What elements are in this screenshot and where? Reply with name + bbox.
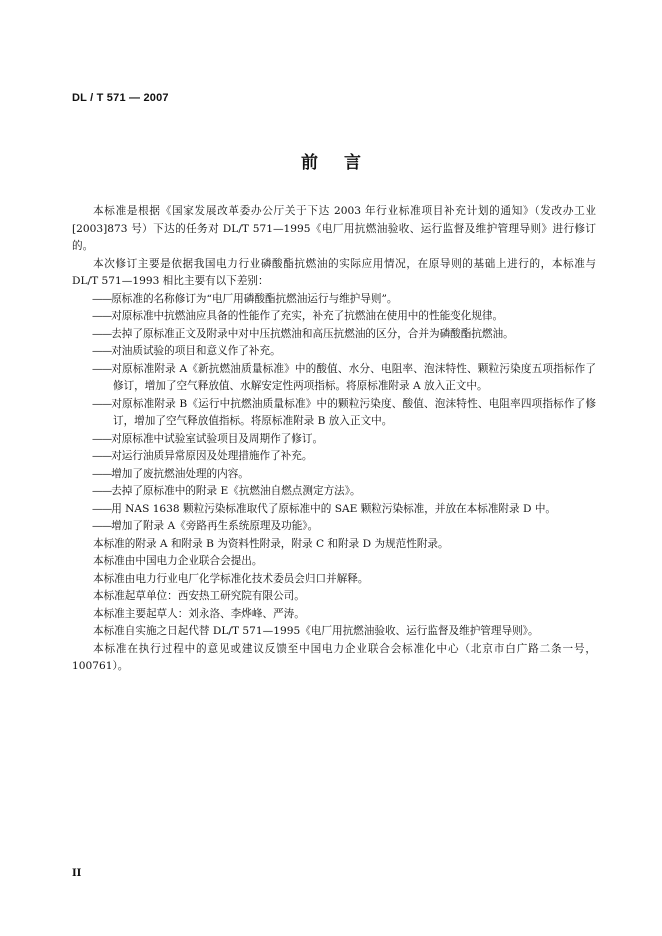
closing-paragraph-1: 本标准的附录 A 和附录 B 为资料性附录，附录 C 和附录 D 为规范性附录。 xyxy=(93,537,449,550)
closing-paragraph-7: 本标准在执行过程中的意见或建议反馈至中国电力企业联合会标准化中心（北京市白广路二条一号，100761）。 xyxy=(72,642,596,672)
change-item-6: —— 对原标准附录 B《运行中抗燃油质量标准》中的颗粒污染度、酸值、泡沫特性、电阻率四项指标作了修订，增加了空气释放值指标。将原标准附录 B 放入正文中。 xyxy=(72,396,596,431)
closing-paragraph-3: 本标准由电力行业电厂化学标准化技术委员会归口并解释。 xyxy=(93,572,369,585)
change-item-11: —— 用 NAS 1638 颗粒污染标准取代了原标准中的 SAE 颗粒污染标准，并放在本标准附录 D 中。 xyxy=(72,501,596,519)
change-item-9: —— 增加了废抗燃油处理的内容。 xyxy=(72,466,596,484)
intro-paragraph-1: 本标准是根据《国家发展改革委办公厅关于下达 2003 年行业标准项目补充计划的通知》（发改办工业[2003]873 号）下达的任务对 DL/T 571—1995《电厂用抗燃油验收、运行监督及维护管理导则》进行修订的。 xyxy=(72,205,596,252)
change-item-10: —— 去掉了原标准中的附录 E《抗燃油自燃点测定方法》。 xyxy=(72,483,596,501)
change-item-7: —— 对原标准中试验室试验项目及周期作了修订。 xyxy=(72,431,596,449)
change-item-12: —— 增加了附录 A《旁路再生系统原理及功能》。 xyxy=(72,518,596,536)
page-number: II xyxy=(72,868,82,879)
change-item-2: —— 对原标准中抗燃油应具备的性能作了充实，补充了抗燃油在使用中的性能变化规律。 xyxy=(72,308,596,326)
change-item-8: —— 对运行油质异常原因及处理措施作了补充。 xyxy=(72,448,596,466)
intro-paragraph-2: 本次修订主要是依据我国电力行业磷酸酯抗燃油的实际应用情况，在原导则的基础上进行的，本标准与 DL/T 571—1993 相比主要有以下差别： xyxy=(72,257,596,287)
closing-paragraph-6: 本标准自实施之日起代替 DL/T 571—1995《电厂用抗燃油验收、运行监督及维护管理导则》。 xyxy=(93,625,539,637)
document-body xyxy=(72,203,596,676)
closing-paragraph-2: 本标准由中国电力企业联合会提出。 xyxy=(93,555,263,567)
change-item-1: —— 原标准的名称修订为“电厂用磷酸酯抗燃油运行与维护导则”。 xyxy=(72,291,596,309)
closing-paragraph-4: 本标准起草单位：西安热工研究院有限公司。 xyxy=(93,590,305,602)
change-item-5: —— 对原标准附录 A《新抗燃油质量标准》中的酸值、水分、电阻率、泡沫特性、颗粒污染度五项指标作了修订，增加了空气释放值、水解安定性两项指标。将原标准附录 A 放入正文中。 xyxy=(72,361,596,396)
standard-code: DL / T 571 — 2007 xyxy=(72,92,169,104)
change-item-4: —— 对油质试验的项目和意义作了补充。 xyxy=(72,343,596,361)
change-item-3: —— 去掉了原标准正文及附录中对中压抗燃油和高压抗燃油的区分，合并为磷酸酯抗燃油。 xyxy=(72,326,596,344)
closing-paragraph-5: 本标准主要起草人：刘永洛、李烨峰、严涛。 xyxy=(93,607,305,620)
page-title: 前言 xyxy=(301,153,387,173)
